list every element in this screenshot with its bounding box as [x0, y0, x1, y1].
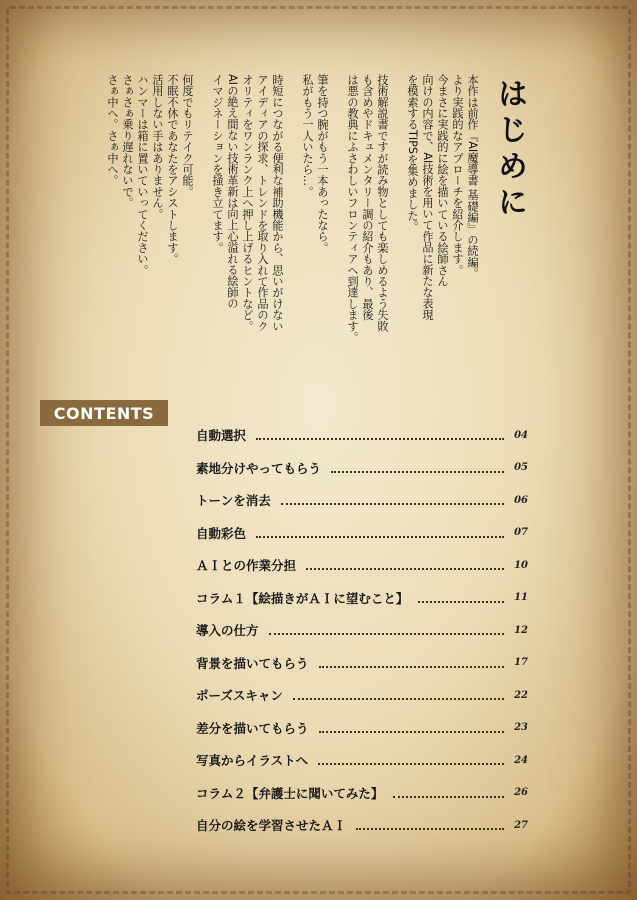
- toc-entry-page: 17: [514, 657, 528, 669]
- toc-entry[interactable]: [196, 582, 528, 615]
- toc-entry[interactable]: [196, 549, 528, 582]
- toc-entry-page: 22: [514, 689, 528, 701]
- intro-paragraph: 筆を持つ腕がもう一本あったなら。 私がもう一人いたら…。: [301, 74, 329, 254]
- toc-entry[interactable]: [196, 744, 528, 777]
- toc-entry-page: 23: [514, 722, 528, 734]
- toc-entry-title: 写真からイラストへ: [196, 753, 309, 769]
- toc-entry-title: 自動彩色: [196, 525, 247, 541]
- toc-entry-title: 自動選択: [196, 428, 247, 444]
- dot-leader: [318, 763, 504, 765]
- toc-entry[interactable]: [196, 809, 528, 842]
- toc-entry-page: 04: [514, 429, 528, 441]
- toc-entry-page: 12: [514, 624, 528, 636]
- contents-label: CONTENTS: [40, 400, 168, 426]
- toc-entry[interactable]: [196, 777, 528, 810]
- toc-entry-page: 10: [514, 559, 528, 571]
- toc-entry-page: 27: [514, 819, 528, 831]
- dot-leader: [256, 536, 504, 538]
- toc-entry-page: 07: [514, 527, 528, 539]
- toc-entry-page: 24: [514, 754, 528, 766]
- toc-entry-title: 自分の絵を学習させたＡＩ: [196, 818, 347, 834]
- toc-entry[interactable]: [196, 679, 528, 712]
- page-title: はじめに: [492, 78, 527, 222]
- dot-leader: [331, 471, 504, 473]
- table-of-contents: [196, 419, 528, 842]
- dot-leader: [293, 698, 504, 700]
- toc-entry-title: ＡＩとの作業分担: [196, 558, 297, 574]
- toc-entry-title: 背景を描いてもらう: [196, 655, 309, 671]
- dot-leader: [256, 438, 504, 440]
- toc-entry-page: 11: [514, 592, 528, 604]
- toc-entry-page: 06: [514, 494, 528, 506]
- dot-leader: [319, 666, 504, 668]
- dot-leader: [319, 731, 504, 733]
- dot-leader: [418, 601, 504, 603]
- toc-entry[interactable]: [196, 484, 528, 517]
- intro-paragraph: 何度でもリテイク可能。 不眠不休であなたをアシストします。 活用しない手はありません。 ハンマーは箱に置いていってください。 さぁさぁ乗り遅れないで。 さぁ中へ。さぁ中へ。: [106, 74, 194, 276]
- toc-entry-page: 05: [514, 462, 528, 474]
- toc-entry-title: ポーズスキャン: [196, 688, 283, 704]
- introduction-text: [105, 74, 480, 374]
- toc-entry[interactable]: [196, 647, 528, 680]
- toc-entry-title: 導入の仕方: [196, 623, 259, 639]
- toc-entry-title: コラム１【絵描きがＡＩに望むこと】: [196, 590, 409, 606]
- dot-leader: [281, 503, 504, 505]
- toc-entry-title: トーンを消去: [196, 493, 271, 509]
- toc-entry[interactable]: [196, 419, 528, 452]
- intro-paragraph: 本作は前作『AI魔導書 基礎編』の続編。 より実践的なアプローチを紹介します。 今まさに実践的に絵を描いている絵師さん 向けの内容で、AI技術を用いて作品に新たな表現 を模索するTIPSを集めました。: [406, 74, 479, 321]
- toc-entry-title: 差分を描いてもらう: [196, 720, 309, 736]
- dot-leader: [269, 633, 504, 635]
- intro-paragraph: 技術解説書ですが読み物としても楽しめるよう失敗 も含めやドキュメンタリー調の紹介もあり、最後 は悪の教典にふさわしいフロンティアへ到達します。: [346, 74, 389, 343]
- toc-entry[interactable]: [196, 614, 528, 647]
- toc-entry-title: 素地分けやってもらう: [196, 460, 322, 476]
- toc-entry-title: コラム２【弁護士に聞いてみた】: [196, 785, 384, 801]
- dot-leader: [356, 828, 504, 830]
- toc-entry[interactable]: [196, 712, 528, 745]
- intro-paragraph: 時短につながる便利な補助機能から、思いがけない アイディアの探求、トレンドを取り入れて作品のク オリティをワンランク上へ押し上げるヒントなど。 AIの絶え間ない技術革新は向上心溢れる絵師の イマジネーションを掻き立てます。: [211, 74, 284, 332]
- toc-entry-page: 26: [514, 787, 528, 799]
- dot-leader: [306, 568, 504, 570]
- toc-entry[interactable]: [196, 452, 528, 485]
- toc-entry[interactable]: [196, 517, 528, 550]
- dot-leader: [393, 796, 504, 798]
